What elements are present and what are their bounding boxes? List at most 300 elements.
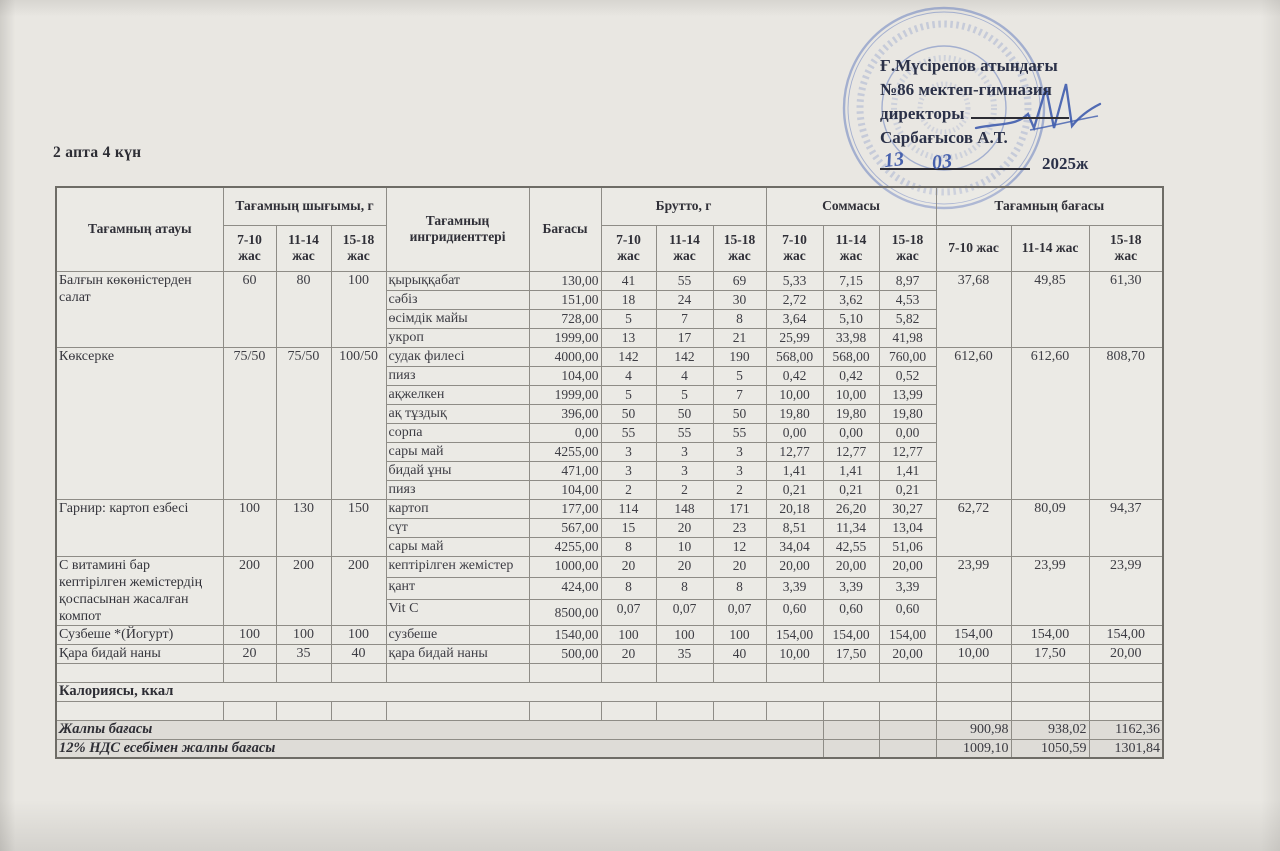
sum-cell: 0,21 xyxy=(823,480,879,499)
ingredient-price-cell: 130,00 xyxy=(529,271,601,290)
sum-cell: 12,77 xyxy=(823,442,879,461)
dish-name-cell: Көксерке xyxy=(56,347,223,499)
age-col-7-10 xyxy=(223,225,276,271)
sum-cell: 10,00 xyxy=(766,385,823,404)
dish-yield-cell: 100 xyxy=(223,499,276,556)
empty-cell xyxy=(601,701,656,720)
brutto-cell: 100 xyxy=(601,625,656,644)
age-label: 11-14 жас xyxy=(835,232,867,263)
approval-line-director xyxy=(880,102,1220,126)
empty-cell xyxy=(386,663,529,682)
sum-cell: 51,06 xyxy=(879,537,936,556)
empty-cell xyxy=(713,663,766,682)
dish-yield-cell: 60 xyxy=(223,271,276,347)
empty-cell xyxy=(223,663,276,682)
sum-cell: 5,10 xyxy=(823,309,879,328)
empty-cell xyxy=(823,663,879,682)
age-col-15-18 xyxy=(331,225,386,271)
age-col-15-18 xyxy=(879,225,936,271)
menu-table-body xyxy=(56,271,1163,663)
dish-yield-cell: 35 xyxy=(276,644,331,663)
dish-price-cell: 49,85 xyxy=(1011,271,1089,347)
brutto-cell: 3 xyxy=(601,442,656,461)
sum-cell: 7,15 xyxy=(823,271,879,290)
calories-label: Калориясы, ккал xyxy=(56,682,936,701)
brutto-cell: 20 xyxy=(656,556,713,578)
dish-yield-cell: 150 xyxy=(331,499,386,556)
ingredient-row xyxy=(56,625,1163,644)
brutto-cell: 50 xyxy=(601,404,656,423)
age-label: 7-10 жас xyxy=(616,232,641,263)
brutto-cell: 3 xyxy=(601,461,656,480)
brutto-cell: 4 xyxy=(601,366,656,385)
ingredient-name-cell: бидай ұны xyxy=(386,461,529,480)
empty-cell xyxy=(936,701,1011,720)
empty-cell xyxy=(1011,701,1089,720)
ingredient-price-cell: 567,00 xyxy=(529,518,601,537)
ingredient-name-cell: қант xyxy=(386,578,529,600)
ingredient-price-cell: 1540,00 xyxy=(529,625,601,644)
dish-price-cell: 37,68 xyxy=(936,271,1011,347)
age-label: 15-18 жас xyxy=(891,232,924,263)
sum-cell: 0,21 xyxy=(766,480,823,499)
total-7-10: 900,98 xyxy=(936,720,1011,739)
brutto-cell: 3 xyxy=(713,461,766,480)
sum-cell: 3,62 xyxy=(823,290,879,309)
brutto-cell: 10 xyxy=(656,537,713,556)
ingredient-name-cell: қырыққабат xyxy=(386,271,529,290)
brutto-cell: 55 xyxy=(656,423,713,442)
brutto-cell: 5 xyxy=(713,366,766,385)
director-label: директоры xyxy=(880,104,965,123)
ingredient-name-cell: сүт xyxy=(386,518,529,537)
empty-cell xyxy=(56,663,223,682)
sum-cell: 20,00 xyxy=(766,556,823,578)
ingredient-name-cell: сары май xyxy=(386,537,529,556)
empty-cell xyxy=(331,663,386,682)
empty-cell xyxy=(529,663,601,682)
dish-price-cell: 154,00 xyxy=(1089,625,1163,644)
sum-cell: 10,00 xyxy=(766,644,823,663)
sum-cell: 0,52 xyxy=(879,366,936,385)
ingredient-price-cell: 424,00 xyxy=(529,578,601,600)
empty-cell xyxy=(936,663,1011,682)
sum-cell: 20,00 xyxy=(879,644,936,663)
sum-cell: 4,53 xyxy=(879,290,936,309)
dish-price-cell: 62,72 xyxy=(936,499,1011,556)
empty-cell xyxy=(1089,682,1163,701)
brutto-cell: 17 xyxy=(656,328,713,347)
dish-yield-cell: 100 xyxy=(331,271,386,347)
dish-yield-cell: 20 xyxy=(223,644,276,663)
sum-cell: 568,00 xyxy=(766,347,823,366)
ingredient-name-cell: сары май xyxy=(386,442,529,461)
approval-date-line xyxy=(880,147,1220,180)
sum-cell: 26,20 xyxy=(823,499,879,518)
ingredient-row xyxy=(56,347,1163,366)
col-header-ingredients: Тағамның ингридиенттері xyxy=(386,187,529,271)
brutto-cell: 142 xyxy=(656,347,713,366)
dish-yield-cell: 100 xyxy=(331,625,386,644)
empty-cell xyxy=(766,663,823,682)
ingredient-price-cell: 4255,00 xyxy=(529,442,601,461)
brutto-cell: 13 xyxy=(601,328,656,347)
brutto-cell: 3 xyxy=(656,442,713,461)
age-col-11-14 xyxy=(276,225,331,271)
col-header-yield-group xyxy=(223,187,386,225)
empty-cell xyxy=(276,701,331,720)
age-label: 11-14 жас xyxy=(669,232,700,263)
sum-cell: 0,00 xyxy=(766,423,823,442)
empty-cell xyxy=(56,701,223,720)
ingredient-name-cell: пияз xyxy=(386,366,529,385)
empty-cell xyxy=(823,701,879,720)
sum-cell: 8,97 xyxy=(879,271,936,290)
brutto-cell: 20 xyxy=(601,556,656,578)
dish-yield-cell: 130 xyxy=(276,499,331,556)
spacer-row xyxy=(56,663,1163,682)
sum-cell: 0,00 xyxy=(879,423,936,442)
dish-name-cell: С витамині бар кептірілген жемістердің қоспасынан жасалған компот xyxy=(56,556,223,625)
ingredient-name-cell: укроп xyxy=(386,328,529,347)
header-row-groups xyxy=(56,187,1163,225)
sum-cell: 19,80 xyxy=(879,404,936,423)
brutto-cell: 15 xyxy=(601,518,656,537)
brutto-cell: 4 xyxy=(656,366,713,385)
col-header-dish-name: Тағамның атауы xyxy=(56,187,223,271)
dish-price-cell: 20,00 xyxy=(1089,644,1163,663)
ingredient-name-cell: ақ тұздық xyxy=(386,404,529,423)
brutto-cell: 7 xyxy=(656,309,713,328)
brutto-cell: 55 xyxy=(713,423,766,442)
sum-cell: 1,41 xyxy=(823,461,879,480)
ingredient-row xyxy=(56,556,1163,578)
empty-cell xyxy=(1011,682,1089,701)
header-row-ages xyxy=(56,225,1163,271)
age-col-7-10: 7-10 жас xyxy=(936,225,1011,271)
empty-cell xyxy=(879,739,936,758)
vat-total-7-10: 1009,10 xyxy=(936,739,1011,758)
sum-cell: 0,60 xyxy=(823,600,879,625)
brutto-cell: 24 xyxy=(656,290,713,309)
sum-cell: 0,21 xyxy=(879,480,936,499)
brutto-cell: 190 xyxy=(713,347,766,366)
dish-price-cell: 612,60 xyxy=(936,347,1011,499)
sum-cell: 3,39 xyxy=(879,578,936,600)
vat-total-11-14: 1050,59 xyxy=(1011,739,1089,758)
dish-yield-cell: 80 xyxy=(276,271,331,347)
ingredient-name-cell: қара бидай наны xyxy=(386,644,529,663)
brutto-cell: 100 xyxy=(713,625,766,644)
sum-cell: 19,80 xyxy=(823,404,879,423)
sum-cell: 0,60 xyxy=(879,600,936,625)
empty-cell xyxy=(1089,663,1163,682)
menu-table-footer xyxy=(56,663,1163,758)
dish-price-cell: 10,00 xyxy=(936,644,1011,663)
age-col-11-14: 11-14 жас xyxy=(1011,225,1089,271)
dish-price-cell: 94,37 xyxy=(1089,499,1163,556)
brutto-cell: 5 xyxy=(601,385,656,404)
empty-cell xyxy=(879,663,936,682)
brutto-cell: 5 xyxy=(656,385,713,404)
year-label: 2025ж xyxy=(1042,154,1089,173)
brutto-cell: 35 xyxy=(656,644,713,663)
sum-cell: 154,00 xyxy=(823,625,879,644)
col-header-brutto-group: Брутто, г xyxy=(601,187,766,225)
brutto-cell: 23 xyxy=(713,518,766,537)
menu-table-header xyxy=(56,187,1163,271)
dish-price-cell: 80,09 xyxy=(1011,499,1089,556)
calories-row xyxy=(56,682,1163,701)
brutto-cell: 30 xyxy=(713,290,766,309)
col-header-price: Бағасы xyxy=(529,187,601,271)
brutto-cell: 12 xyxy=(713,537,766,556)
ingredient-name-cell: сорпа xyxy=(386,423,529,442)
brutto-cell: 2 xyxy=(656,480,713,499)
dish-yield-cell: 40 xyxy=(331,644,386,663)
dish-name-cell: Сузбеше *(Йогурт) xyxy=(56,625,223,644)
sum-cell: 0,42 xyxy=(823,366,879,385)
brutto-cell: 3 xyxy=(656,461,713,480)
empty-cell xyxy=(823,739,879,758)
brutto-cell: 21 xyxy=(713,328,766,347)
brutto-cell: 8 xyxy=(713,578,766,600)
dish-price-cell: 808,70 xyxy=(1089,347,1163,499)
dish-yield-cell: 100 xyxy=(223,625,276,644)
dish-price-cell: 61,30 xyxy=(1089,271,1163,347)
spacer-row xyxy=(56,701,1163,720)
sum-cell: 11,34 xyxy=(823,518,879,537)
sum-cell: 0,60 xyxy=(766,600,823,625)
sum-cell: 154,00 xyxy=(766,625,823,644)
ingredient-price-cell: 8500,00 xyxy=(529,600,601,625)
empty-cell xyxy=(766,701,823,720)
vat-total-row xyxy=(56,739,1163,758)
sum-cell: 5,33 xyxy=(766,271,823,290)
sum-cell: 0,42 xyxy=(766,366,823,385)
handwritten-month: 03 xyxy=(930,149,954,175)
empty-cell xyxy=(879,720,936,739)
empty-cell xyxy=(823,720,879,739)
brutto-cell: 50 xyxy=(656,404,713,423)
sum-cell: 10,00 xyxy=(823,385,879,404)
brutto-cell: 100 xyxy=(656,625,713,644)
age-label: 7-10 жас xyxy=(782,232,807,263)
ingredient-price-cell: 728,00 xyxy=(529,309,601,328)
brutto-cell: 8 xyxy=(656,578,713,600)
ingredient-price-cell: 471,00 xyxy=(529,461,601,480)
brutto-cell: 171 xyxy=(713,499,766,518)
sum-cell: 5,82 xyxy=(879,309,936,328)
sum-cell: 568,00 xyxy=(823,347,879,366)
dish-yield-cell: 200 xyxy=(331,556,386,625)
age-label: 15-18 жас xyxy=(342,232,375,263)
brutto-cell: 8 xyxy=(601,537,656,556)
age-col-15-18 xyxy=(1089,225,1163,271)
vat-total-label: 12% НДС есебімен жалпы бағасы xyxy=(56,739,823,758)
sum-cell: 12,77 xyxy=(879,442,936,461)
age-label: 7-10 жас xyxy=(237,232,262,263)
handwritten-day: 13 xyxy=(882,147,906,173)
empty-cell xyxy=(529,701,601,720)
menu-table xyxy=(55,186,1164,759)
age-col-11-14 xyxy=(823,225,879,271)
dish-yield-cell: 100/50 xyxy=(331,347,386,499)
brutto-cell: 142 xyxy=(601,347,656,366)
approval-block xyxy=(880,54,1220,180)
sum-cell: 30,27 xyxy=(879,499,936,518)
brutto-cell: 55 xyxy=(656,271,713,290)
sum-cell: 3,39 xyxy=(766,578,823,600)
age-col-15-18 xyxy=(713,225,766,271)
age-col-7-10 xyxy=(601,225,656,271)
ingredient-name-cell: ақжелкен xyxy=(386,385,529,404)
sum-cell: 8,51 xyxy=(766,518,823,537)
ingredient-price-cell: 0,00 xyxy=(529,423,601,442)
brutto-cell: 3 xyxy=(713,442,766,461)
dish-price-cell: 23,99 xyxy=(1011,556,1089,625)
empty-cell xyxy=(386,701,529,720)
empty-cell xyxy=(1089,701,1163,720)
sum-cell: 17,50 xyxy=(823,644,879,663)
age-col-7-10 xyxy=(766,225,823,271)
brutto-cell: 8 xyxy=(601,578,656,600)
age-label: 15-18 жас xyxy=(723,232,756,263)
col-header-yield-text: Тағамның шығымы, г xyxy=(235,198,374,214)
approval-line-director-name: Сарбағысов А.Т. xyxy=(880,128,1008,147)
brutto-cell: 0,07 xyxy=(656,600,713,625)
empty-cell xyxy=(656,663,713,682)
ingredient-name-cell: Vit C xyxy=(386,600,529,625)
dish-price-cell: 612,60 xyxy=(1011,347,1089,499)
ingredient-price-cell: 177,00 xyxy=(529,499,601,518)
empty-cell xyxy=(713,701,766,720)
sum-cell: 760,00 xyxy=(879,347,936,366)
empty-cell xyxy=(656,701,713,720)
ingredient-price-cell: 1999,00 xyxy=(529,328,601,347)
brutto-cell: 18 xyxy=(601,290,656,309)
dish-price-cell: 23,99 xyxy=(1089,556,1163,625)
sum-cell: 20,00 xyxy=(879,556,936,578)
sum-cell: 34,04 xyxy=(766,537,823,556)
brutto-cell: 55 xyxy=(601,423,656,442)
sum-cell: 0,00 xyxy=(823,423,879,442)
vat-total-15-18: 1301,84 xyxy=(1089,739,1163,758)
total-11-14: 938,02 xyxy=(1011,720,1089,739)
empty-cell xyxy=(879,701,936,720)
sum-cell: 13,04 xyxy=(879,518,936,537)
brutto-cell: 8 xyxy=(713,309,766,328)
age-label: 11-14 жас xyxy=(288,232,319,263)
grand-total-label: Жалпы бағасы xyxy=(56,720,823,739)
empty-cell xyxy=(936,682,1011,701)
empty-cell xyxy=(601,663,656,682)
ingredient-name-cell: пияз xyxy=(386,480,529,499)
total-15-18: 1162,36 xyxy=(1089,720,1163,739)
brutto-cell: 41 xyxy=(601,271,656,290)
brutto-cell: 7 xyxy=(713,385,766,404)
sum-cell: 13,99 xyxy=(879,385,936,404)
sum-cell: 33,98 xyxy=(823,328,879,347)
dish-price-cell: 17,50 xyxy=(1011,644,1089,663)
ingredient-name-cell: өсімдік майы xyxy=(386,309,529,328)
brutto-cell: 0,07 xyxy=(601,600,656,625)
age-col-11-14 xyxy=(656,225,713,271)
sum-cell: 19,80 xyxy=(766,404,823,423)
brutto-cell: 2 xyxy=(713,480,766,499)
empty-cell xyxy=(1011,663,1089,682)
dish-yield-cell: 75/50 xyxy=(223,347,276,499)
sum-cell: 154,00 xyxy=(879,625,936,644)
ingredient-price-cell: 4000,00 xyxy=(529,347,601,366)
signature-underline xyxy=(971,103,1069,119)
approval-line-gymnasium: №86 мектеп-гимназия xyxy=(880,80,1052,99)
dish-name-cell: Балғын көкөністерден салат xyxy=(56,271,223,347)
brutto-cell: 2 xyxy=(601,480,656,499)
empty-cell xyxy=(331,701,386,720)
sum-cell: 20,00 xyxy=(823,556,879,578)
brutto-cell: 0,07 xyxy=(713,600,766,625)
ingredient-name-cell: судак филесі xyxy=(386,347,529,366)
brutto-cell: 20 xyxy=(713,556,766,578)
sum-cell: 12,77 xyxy=(766,442,823,461)
brutto-cell: 50 xyxy=(713,404,766,423)
brutto-cell: 40 xyxy=(713,644,766,663)
week-day-label: 2 апта 4 күн xyxy=(53,144,142,161)
ingredient-price-cell: 151,00 xyxy=(529,290,601,309)
brutto-cell: 20 xyxy=(656,518,713,537)
sum-cell: 1,41 xyxy=(879,461,936,480)
dish-yield-cell: 200 xyxy=(223,556,276,625)
approval-line-school: Ғ.Мүсірепов атындағы xyxy=(880,56,1058,75)
dish-yield-cell: 200 xyxy=(276,556,331,625)
dish-price-cell: 23,99 xyxy=(936,556,1011,625)
dish-name-cell: Қара бидай наны xyxy=(56,644,223,663)
ingredient-price-cell: 1000,00 xyxy=(529,556,601,578)
sum-cell: 20,18 xyxy=(766,499,823,518)
dish-yield-cell: 100 xyxy=(276,625,331,644)
ingredient-name-cell: сузбеше xyxy=(386,625,529,644)
ingredient-name-cell: сәбіз xyxy=(386,290,529,309)
sum-cell: 2,72 xyxy=(766,290,823,309)
sum-cell: 3,64 xyxy=(766,309,823,328)
sum-cell: 25,99 xyxy=(766,328,823,347)
col-header-sum-group: Соммасы xyxy=(766,187,936,225)
brutto-cell: 20 xyxy=(601,644,656,663)
dish-yield-cell: 75/50 xyxy=(276,347,331,499)
ingredient-price-cell: 500,00 xyxy=(529,644,601,663)
ingredient-price-cell: 1999,00 xyxy=(529,385,601,404)
sum-cell: 41,98 xyxy=(879,328,936,347)
brutto-cell: 5 xyxy=(601,309,656,328)
empty-cell xyxy=(276,663,331,682)
empty-cell xyxy=(223,701,276,720)
ingredient-row xyxy=(56,644,1163,663)
grand-total-row xyxy=(56,720,1163,739)
age-label: 15-18 жас xyxy=(1110,232,1142,263)
ingredient-row xyxy=(56,271,1163,290)
brutto-cell: 69 xyxy=(713,271,766,290)
ingredient-price-cell: 396,00 xyxy=(529,404,601,423)
sum-cell: 3,39 xyxy=(823,578,879,600)
dish-name-cell: Гарнир: картоп езбесі xyxy=(56,499,223,556)
ingredient-price-cell: 104,00 xyxy=(529,480,601,499)
ingredient-name-cell: кептірілген жемістер xyxy=(386,556,529,578)
sum-cell: 42,55 xyxy=(823,537,879,556)
ingredient-price-cell: 104,00 xyxy=(529,366,601,385)
ingredient-price-cell: 4255,00 xyxy=(529,537,601,556)
col-header-dish-price-group: Тағамның бағасы xyxy=(936,187,1163,225)
